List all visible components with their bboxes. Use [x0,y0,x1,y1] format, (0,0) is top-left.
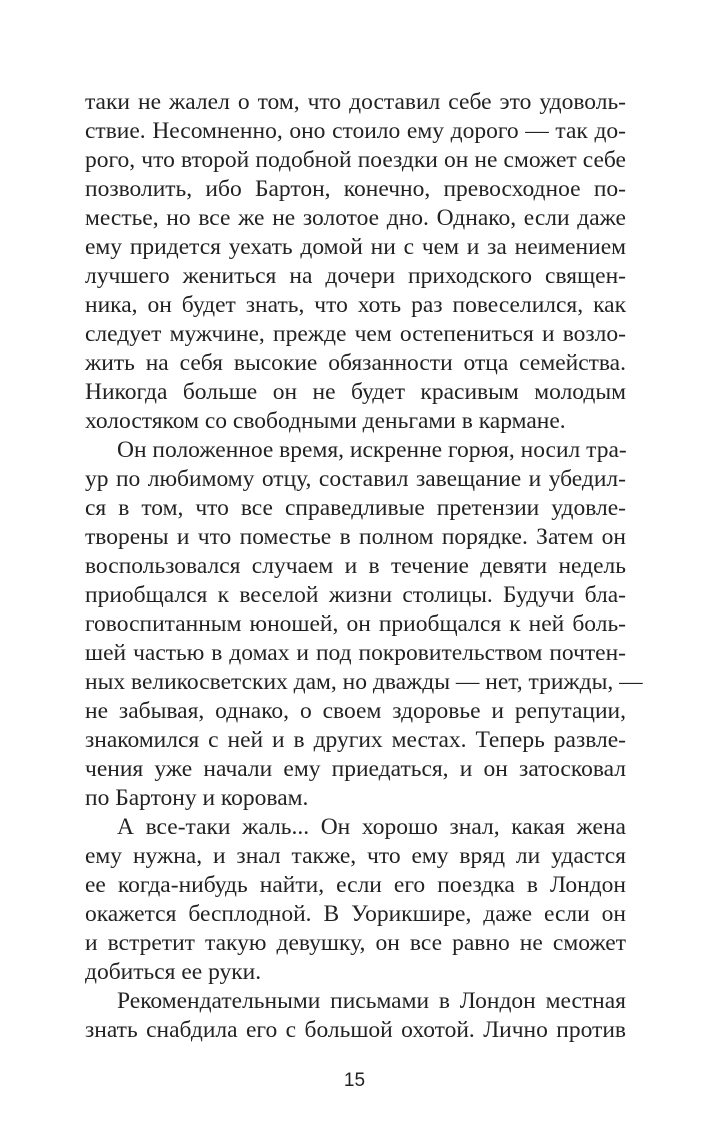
text-line: Никогда больше он не будет красивым молодым [85,379,626,405]
text-line: по Бартону и коровам. [85,785,309,811]
text-line: воспользовался случаем и в течение девяти недель [85,553,626,579]
text-line: холостяком со свободными деньгами в кармане. [85,408,566,434]
text-line: лучшего жениться на дочери приходского священ- [85,263,626,289]
text-line: шей частью в домах и под покровительством почтен- [85,640,626,666]
text-line: ствие. Несомненно, оно стоило ему дорого — так до- [85,118,626,144]
text-line: ных великосветских дам, но дважды — нет, трижды, — [85,669,643,695]
text-line: таки не жалел о том, что доставил себе это удоволь- [85,89,626,115]
text-line: ему нужна, и знал также, что ему вряд ли удастся [85,843,626,869]
text-line: добиться ее руки. [85,959,262,985]
text-line: знакомился с ней и в других местах. Теперь развле- [85,727,626,753]
paragraph-first-line: А все-таки жаль... Он хорошо знал, какая жена [117,814,626,840]
text-line: творены и что поместье в полном порядке. Затем он [85,524,626,550]
text-line: и встретит такую девушку, он все равно не сможет [85,930,626,956]
text-line: жить на себя высокие обязанности отца семейства. [85,350,626,376]
text-line: ника, он будет знать, что хоть раз повеселился, как [85,292,626,318]
text-line: ся в том, что все справедливые претензии удовле- [85,495,626,521]
page-number: 15 [343,1070,366,1091]
text-line: приобщался к веселой жизни столицы. Будучи бла- [85,582,626,608]
text-line: ур по любимому отцу, составил завещание и убедил- [85,466,626,492]
text-line: ее когда-нибудь найти, если его поездка в Лондон [85,872,626,898]
text-line: рого, что второй подобной поездки он не сможет себе [85,147,626,173]
text-line: чения уже начали ему приедаться, и он затосковал [85,756,626,782]
text-line: знать снабдила его с большой охотой. Лично против [85,1017,626,1043]
text-line: говоспитанным юношей, он приобщался к ней боль- [85,611,626,637]
text-line: следует мужчине, прежде чем остепениться и возло- [85,321,626,347]
text-line: местье, но все же не золотое дно. Однако, если даже [85,205,626,231]
paragraph-first-line: Рекомендательными письмами в Лондон местная [117,988,626,1014]
text-line: окажется бесплодной. В Уорикшире, даже если он [85,901,626,927]
paragraph-first-line: Он положенное время, искренне горюя, носил тра- [117,437,627,463]
text-line: ему придется уехать домой ни с чем и за неимением [85,234,626,260]
text-line: позволить, ибо Бартон, конечно, превосходное по- [85,176,626,202]
text-line: не забывая, однако, о своем здоровье и репутации, [85,698,626,724]
